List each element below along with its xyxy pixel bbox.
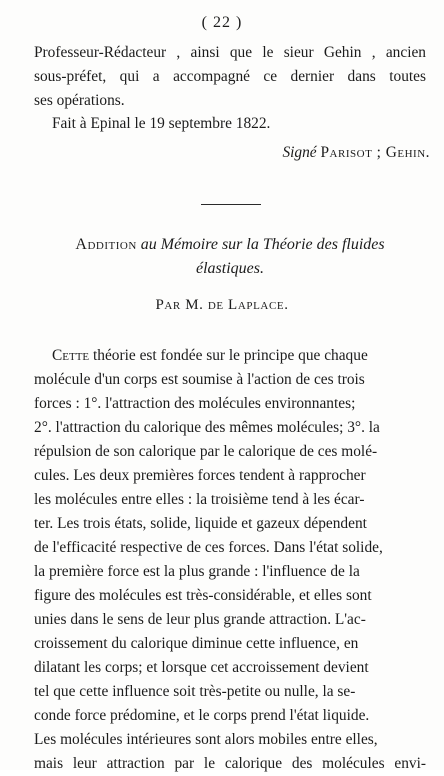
addition-title-line-1: au Mémoire sur la Théorie des fluides bbox=[140, 236, 385, 253]
signature-line bbox=[282, 144, 430, 162]
text-line: les molécules entre elles : la troisième tend à les écar- bbox=[34, 491, 365, 508]
page-number: ( 22 ) bbox=[201, 14, 243, 31]
dateline: Fait à Epinal le 19 septembre 1822. bbox=[52, 115, 271, 132]
addition-heading bbox=[34, 233, 426, 281]
text-line: croissement du calorique diminue cette influence, en bbox=[34, 635, 359, 652]
text-line: dilatant les corps; et lorsque cet accroissement devient bbox=[34, 659, 369, 676]
text-line: ter. Les trois états, solide, liquide et gazeux dépendent bbox=[34, 515, 367, 532]
text-line: molécule d'un corps est soumise à l'action de ces trois bbox=[34, 371, 365, 388]
text-line: Les molécules intérieures sont alors mobiles entre elles, bbox=[34, 731, 378, 748]
paragraph-report-end bbox=[34, 41, 426, 113]
text-line: cules. Les deux premières forces tendent à rapprocher bbox=[34, 467, 366, 484]
addition-lead: Addition bbox=[75, 236, 137, 253]
section-divider bbox=[201, 204, 261, 205]
text-line: sous-préfet, qui a accompagné ce dernier dans toutes bbox=[34, 68, 426, 85]
text-line: unies dans le sens de leur plus grande attraction. L'ac- bbox=[34, 611, 366, 628]
text-line: forces : 1°. l'attraction des molécules environnantes; bbox=[34, 395, 356, 412]
addition-title-line-2: élastiques. bbox=[196, 260, 264, 277]
paragraph-theory bbox=[34, 344, 426, 776]
text-line bbox=[34, 344, 426, 368]
signatory-names: Parisot ; Gehin. bbox=[320, 144, 430, 161]
text-line: figure des molécules est très-considérable, et elles sont bbox=[34, 587, 372, 604]
text-line: mais leur attraction par le calorique des molécules envi- bbox=[34, 755, 426, 772]
paragraph-lead-word: Cette bbox=[52, 347, 90, 364]
text-line: de l'efficacité respective de ces forces. Dans l'état solide, bbox=[34, 539, 383, 556]
author-byline: Par M. de Laplace. bbox=[155, 297, 289, 313]
text-line-rest: théorie est fondée sur le principe que chaque bbox=[89, 347, 368, 364]
text-line: tel que cette influence soit très-petite ou nulle, la se- bbox=[34, 683, 356, 700]
text-line: la première force est la plus grande : l'influence de la bbox=[34, 563, 360, 580]
text-line: conde force prédomine, et le corps prend l'état liquide. bbox=[34, 707, 370, 724]
text-line: ses opérations. bbox=[34, 92, 125, 109]
text-line: 2°. l'attraction du calorique des mêmes molécules; 3°. la bbox=[34, 419, 380, 436]
text-line: Professeur-Rédacteur , ainsi que le sieur Gehin , ancien bbox=[34, 44, 426, 61]
signed-word: Signé bbox=[282, 144, 317, 161]
text-line: répulsion de son calorique par le calorique de ces molé- bbox=[34, 443, 378, 460]
